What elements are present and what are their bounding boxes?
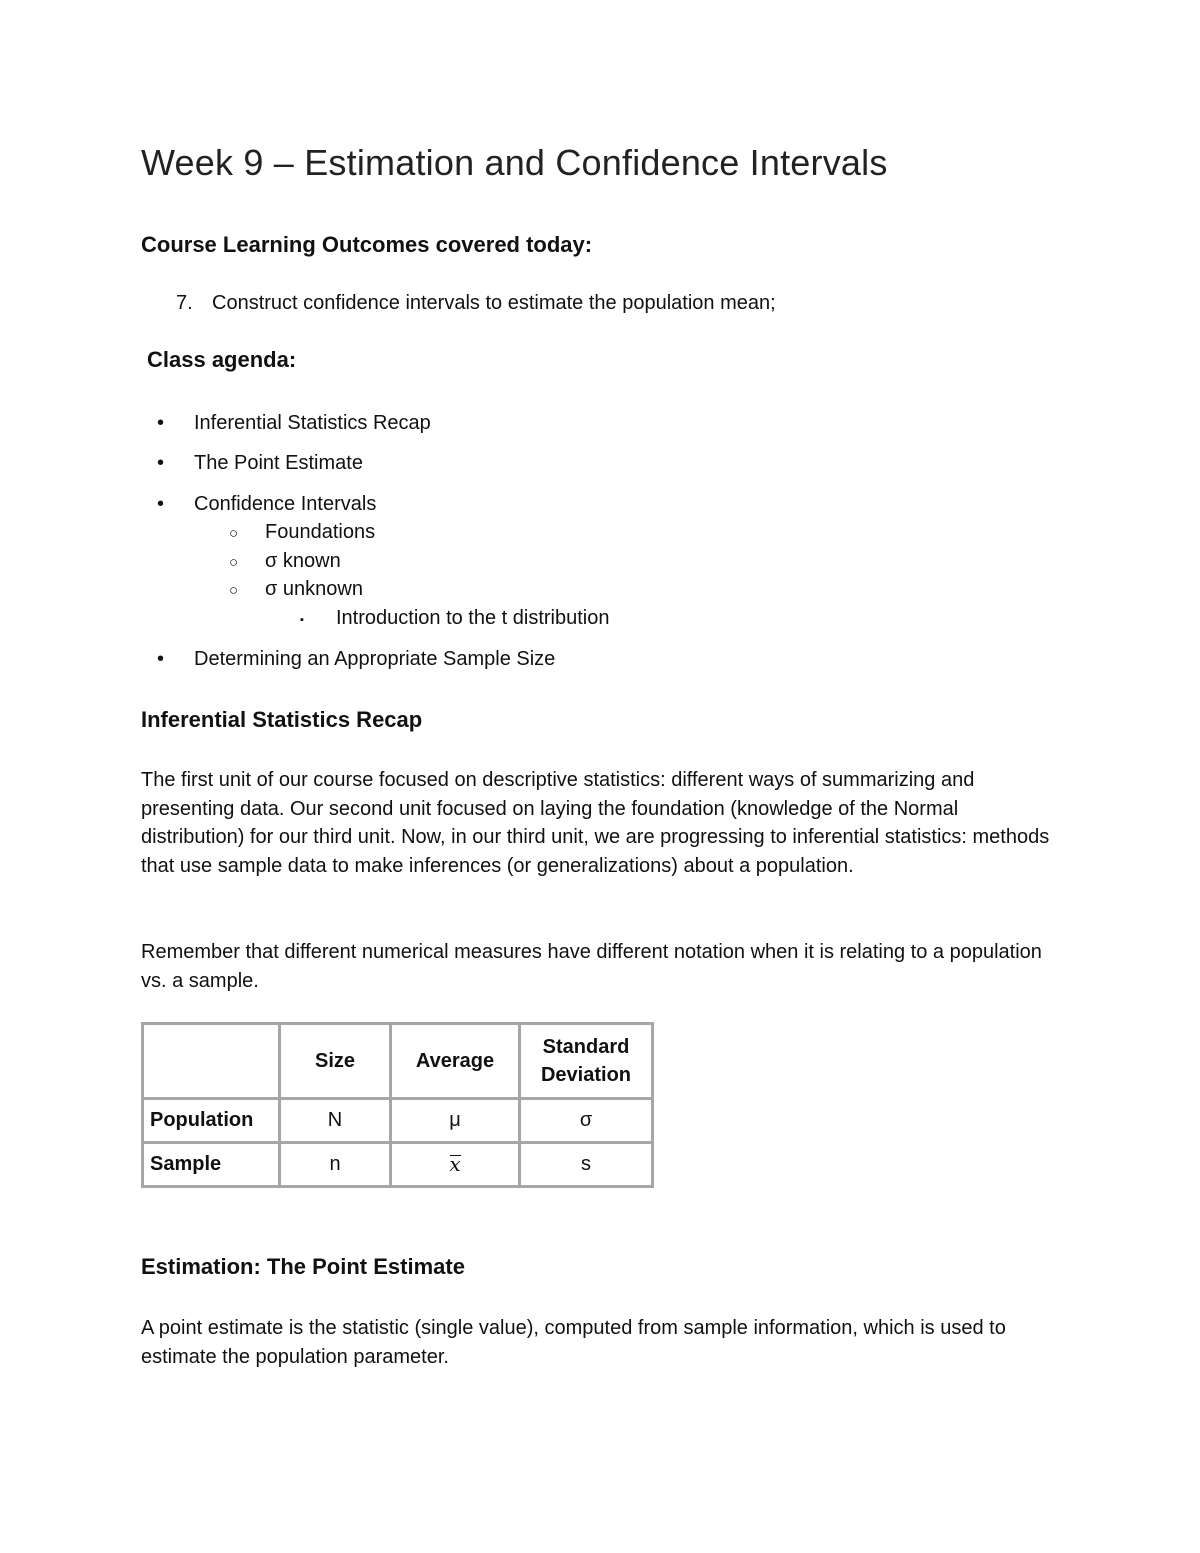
table-cell: σ [520, 1099, 653, 1143]
agenda-item: Inferential Statistics Recap [194, 412, 431, 434]
bullet-icon: • [157, 493, 165, 515]
agenda-item: Determining an Appropriate Sample Size [194, 648, 556, 670]
table-header-cell: Size [280, 1024, 391, 1099]
notation-table [141, 1022, 654, 1188]
outcomes-heading: Course Learning Outcomes covered today: [141, 232, 593, 257]
agenda-subitem: σ unknown [265, 578, 363, 600]
circle-bullet-icon: ○ [229, 525, 239, 542]
bullet-icon: • [157, 452, 165, 474]
agenda-subitem: σ known [265, 550, 341, 572]
table-row [143, 1143, 653, 1187]
agenda-item: The Point Estimate [194, 452, 363, 474]
table-cell: μ [391, 1099, 520, 1143]
table-cell: s [520, 1143, 653, 1187]
point-estimate-paragraph: A point estimate is the statistic (single value), computed from sample information, which is used to estimate the population parameter. [141, 1317, 1006, 1368]
table-header-row [143, 1024, 653, 1099]
table-row [143, 1099, 653, 1143]
outcome-text: Construct confidence intervals to estimate the population mean; [212, 292, 776, 314]
agenda-heading: Class agenda: [147, 347, 297, 372]
table-cell: N [280, 1099, 391, 1143]
recap-paragraph: The first unit of our course focused on descriptive statistics: different ways of summarizing and presenting data. Our second unit focused on laying the foundation (knowledge of the Normal distribution) for our third unit. Now, in our third unit, we are progressing to inferential statistics: methods that use sample data to make inferences (or generalizations) about a population. [141, 769, 1050, 877]
table-row-label: Sample [143, 1143, 280, 1187]
recap-notation-paragraph: Remember that different numerical measures have different notation when it is relating to a population vs. a sample. [141, 941, 1042, 992]
table-cell: n [280, 1143, 391, 1187]
agenda-subsubitem: Introduction to the t distribution [336, 607, 610, 629]
circle-bullet-icon: ○ [229, 554, 239, 571]
recap-heading: Inferential Statistics Recap [141, 707, 423, 732]
square-bullet-icon: ▪ [300, 614, 304, 626]
circle-bullet-icon: ○ [229, 582, 239, 599]
table-header-cell: Average [391, 1024, 520, 1099]
page-title: Week 9 – Estimation and Confidence Intervals [141, 142, 888, 183]
agenda-item: Confidence Intervals [194, 493, 377, 515]
table-cell [391, 1143, 520, 1187]
agenda-subitem: Foundations [265, 521, 376, 543]
point-estimate-heading: Estimation: The Point Estimate [141, 1254, 465, 1279]
bullet-icon: • [157, 412, 165, 434]
table-row-label: Population [143, 1099, 280, 1143]
bullet-icon: • [157, 648, 165, 670]
outcome-number: 7. [176, 292, 193, 314]
table-header-cell: Standard Deviation [520, 1024, 653, 1099]
table-header-cell [143, 1024, 280, 1099]
x-bar-symbol: x [449, 1152, 461, 1176]
